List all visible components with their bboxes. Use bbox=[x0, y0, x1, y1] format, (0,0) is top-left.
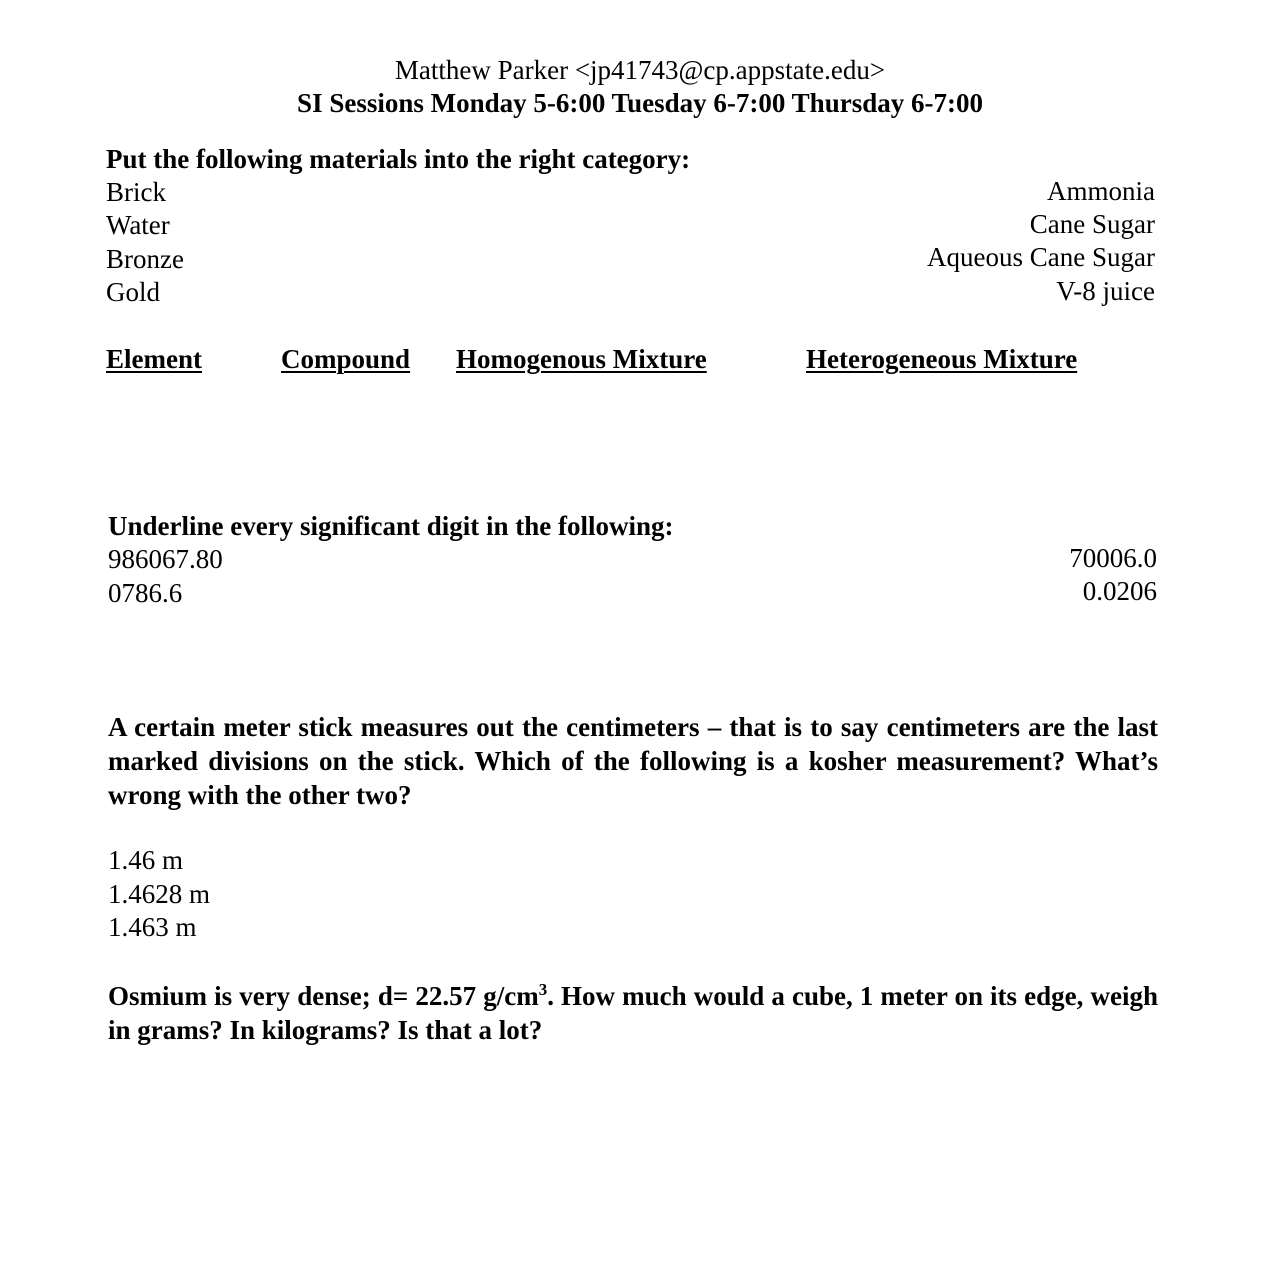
category-homogenous-mixture: Homogenous Mixture bbox=[456, 344, 707, 374]
material-right-1: Ammonia bbox=[1047, 176, 1155, 206]
material-left-3: Bronze bbox=[106, 244, 184, 274]
material-right-2: Cane Sugar bbox=[1029, 209, 1155, 239]
meter-stick-question: A certain meter stick measures out the centimeters – that is to say centimeters are the last marked divisions on the stick. Which of the following is a kosher measurement? What’s wrong with the other two? bbox=[108, 712, 1158, 810]
material-left-4: Gold bbox=[106, 277, 160, 307]
osmium-question bbox=[108, 979, 1158, 1047]
measurement-option-1: 1.46 m bbox=[108, 845, 184, 875]
category-element: Element bbox=[106, 344, 202, 374]
sigfig-number-right-1: 70006.0 bbox=[1069, 543, 1157, 573]
sessions-line: SI Sessions Monday 5-6:00 Tuesday 6-7:00 Thursday 6-7:00 bbox=[297, 88, 983, 118]
measurement-option-2: 1.4628 m bbox=[108, 879, 211, 909]
osmium-question-part1: Osmium is very dense; d= 22.57 g/cm bbox=[108, 981, 539, 1011]
sigfig-number-left-1: 986067.80 bbox=[108, 544, 223, 574]
sigfig-number-left-2: 0786.6 bbox=[108, 578, 183, 608]
material-left-1: Brick bbox=[106, 177, 166, 207]
sigfigs-prompt: Underline every significant digit in the following: bbox=[108, 511, 674, 541]
categorize-prompt: Put the following materials into the right category: bbox=[106, 144, 691, 174]
category-heterogeneous-mixture: Heterogeneous Mixture bbox=[806, 344, 1078, 374]
contact-line: Matthew Parker <jp41743@cp.appstate.edu> bbox=[394, 55, 886, 85]
measurement-option-3: 1.463 m bbox=[108, 912, 197, 942]
osmium-question-part2: . How much would a cube, 1 meter on its edge, weigh in grams? In kilograms? Is that a lot? bbox=[108, 981, 1158, 1045]
sigfig-number-right-2: 0.0206 bbox=[1082, 576, 1157, 606]
category-compound: Compound bbox=[281, 344, 411, 374]
material-left-2: Water bbox=[106, 210, 170, 240]
osmium-exponent: 3 bbox=[538, 980, 548, 999]
material-right-3: Aqueous Cane Sugar bbox=[927, 242, 1155, 272]
material-right-4: V-8 juice bbox=[1056, 276, 1155, 306]
